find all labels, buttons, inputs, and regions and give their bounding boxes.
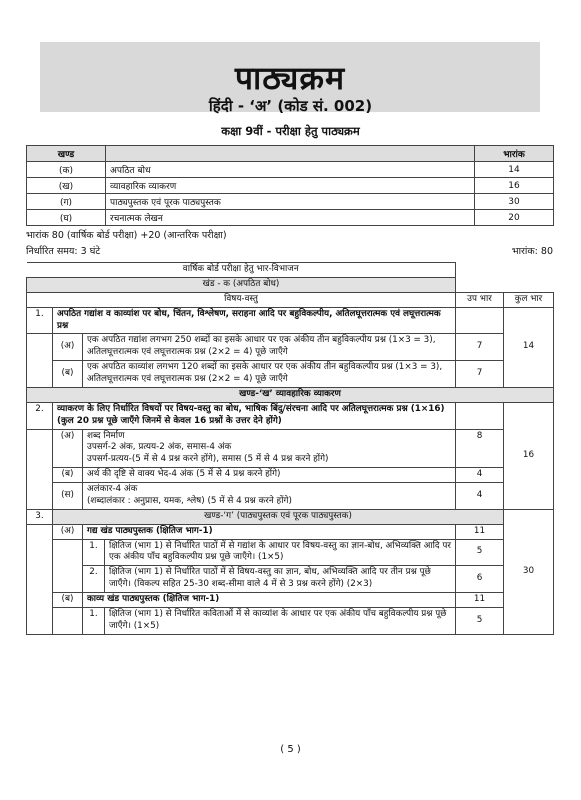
col-topic [106,146,475,162]
page-number: ( 5 ) [280,744,301,755]
weightage-table [26,262,554,635]
q3a-heading: गद्य खंड पाठ्यपुस्तक (क्षितिज भाग-1) [83,524,456,539]
section-b-row [27,387,554,402]
section-label: (क) [27,162,106,178]
q2b-marks: 4 [456,468,504,483]
marks-table-header [27,146,554,162]
q3a-marks: 11 [456,524,504,539]
q2c-marks: 4 [456,483,504,510]
heading-row [27,277,554,292]
q2b-label: (ब) [53,468,83,483]
q3b-heading: काव्य खंड पाठ्यपुस्तक (क्षितिज भाग-1) [83,593,456,608]
q2-row [27,402,554,429]
max-marks-note: भारांक: 80 [511,246,553,257]
q2-sub [456,402,504,429]
q2b-row [27,468,554,483]
q1b-marks: 7 [456,361,504,388]
q1a-text: एक अपठित गद्यांश लगभग 250 शब्दों का इसके आधार पर एक अंकीय तीन बहुविकल्पीय प्रश्न (1×3 = 3), अतिलघूत्तरात्मक एवं लघूत्तरात्मक प्रश्न (2×2 = 4) पूछे जाएँगे [83,334,456,361]
q2c-text [83,483,456,510]
q2b-text: अर्थ की दृष्टि से वाक्य भेद-4 अंक (5 में से 4 प्रश्न करने होंगे) [83,468,456,483]
q2a-line1: शब्द निर्माण [87,430,125,441]
q3a2-row [27,566,554,593]
q3a1-row [27,539,554,566]
q2c-line2: (शब्दालंकार : अनुप्रास, यमक, श्लेष) (5 में से 4 प्रश्न करने होंगे) [87,495,292,506]
q3a1-num: 1. [83,539,105,566]
q3-spacer [27,524,53,634]
q2-note: (कुल 20 प्रश्न पूछे जाएँगे जिनमें से केवल 16 प्रश्नों के उत्तर देने होंगे) [57,415,282,426]
q3a-label: (अ) [53,524,83,539]
marks-table [26,145,554,226]
section-a-heading: खंड - क (अपठित बोध) [27,277,456,292]
q2-spacer [27,429,53,509]
col-sub-marks: उप भार [456,292,504,307]
q2-line: व्याकरण के लिए निर्धारित विषयों पर विषय-वस्तु का बोध, भाषिक बिंदु/संरचना आदि पर अतिलघूत्तरात्मक प्रश्न (1×16) [57,403,445,414]
q3a-indent [53,539,83,593]
q1-number: 1. [27,307,53,334]
table-cell [456,263,554,278]
q1a-marks: 7 [456,334,504,361]
col-total-marks: कुल भार [504,292,554,307]
section-marks: 30 [475,194,554,210]
q2a-row [27,429,554,468]
q2-number: 2. [27,402,53,429]
q3a-row [27,524,554,539]
section-topic: व्यावहारिक व्याकरण [106,178,475,194]
table-title: वार्षिक बोर्ड परीक्षा हेतु भार-विभाजन [27,263,456,278]
q1-row [27,307,554,334]
q3b1-row [27,607,554,634]
q3a2-num: 2. [83,566,105,593]
q3a2-marks: 6 [456,566,504,593]
table-cell [456,277,554,292]
title-row [27,263,554,278]
q1-total: 14 [504,307,554,387]
table-row [27,162,554,178]
q2-text [53,402,456,429]
section-label: (घ) [27,210,106,226]
section-topic: रचनात्मक लेखन [106,210,475,226]
col-section: खण्ड [27,146,106,162]
q3-total: 30 [504,509,554,634]
q1b-text: एक अपठित काव्यांश लगभग 120 शब्दों का इसके आधार पर एक अंकीय तीन बहुविकल्पीय प्रश्न (1×3 = 3), अतिलघूत्तरात्मक एवं लघूत्तरात्मक प्रश्न (2×2 = 4) पूछे जाएँगे [83,361,456,388]
q1a-label: (अ) [53,334,83,361]
q1-sub [456,307,504,334]
section-b-heading: खण्ड-‘ख’ व्यावहारिक व्याकरण [27,387,554,402]
q2c-line1: अलंकार-4 अंक [87,484,138,494]
q2a-line3: उपसर्ग-प्रत्यय-(5 में से 4 प्रश्न करने होंगे), समास (5 में से 4 प्रश्न करने होंगे) [87,454,329,465]
q3-heading: खण्ड-‘ग’ (पाठ्यपुस्तक एवं पूरक पाठ्यपुस्तक) [53,509,504,524]
col-marks: भारांक [475,146,554,162]
section-marks: 20 [475,210,554,226]
q2a-line2: उपसर्ग-2 अंक, प्रत्यय-2 अंक, समास-4 अंक [87,442,232,453]
q3a1-text: क्षितिज (भाग 1) से निर्धारित पाठों में से गद्यांश के आधार पर विषय-वस्तु का ज्ञान-बोध, अभिव्यक्ति आदि पर एक अंकीय पाँच बहुविकल्पीय प्रश्न पूछे जाएँगे। (1×5) [105,539,456,566]
table-row [27,178,554,194]
q2a-label: (अ) [53,429,83,468]
q3b-marks: 11 [456,593,504,608]
table-row [27,194,554,210]
section-marks: 14 [475,162,554,178]
subject-heading: हिंदी - ‘अ’ (कोड सं. 002) [208,97,373,115]
section-marks: 16 [475,178,554,194]
column-header-row [27,292,554,307]
col-subject: विषय-वस्तु [27,292,456,307]
q1a-row [27,334,554,361]
section-topic: अपठित बोध [106,162,475,178]
q3a1-marks: 5 [456,539,504,566]
q3-row [27,509,554,524]
q3a2-text: क्षितिज (भाग 1) से निर्धारित पाठों में से विषय-वस्तु का ज्ञान, बोध, अभिव्यक्ति आदि पर तीन प्रश्न पूछे जाएँगे। (विकल्प सहित 25-30 शब्द-सीमा वाले 4 में से 3 प्रश्न करने होंगे) (2×3) [105,566,456,593]
q3b-label: (ब) [53,593,83,608]
time-note: निर्धारित समय: 3 घंटे [26,246,101,257]
q3-number: 3. [27,509,53,524]
class-heading: कक्षा 9वीं - परीक्षा हेतु पाठ्यक्रम [221,124,360,138]
section-topic: पाठ्यपुस्तक एवं पूरक पाठ्यपुस्तक [106,194,475,210]
section-label: (ख) [27,178,106,194]
q1b-label: (ब) [53,361,83,388]
q2a-text [83,429,456,468]
q3b-indent [53,607,83,634]
q2c-label: (स) [53,483,83,510]
q3b1-text: क्षितिज (भाग 1) से निर्धारित कविताओं में से काव्यांश के आधार पर एक अंकीय पाँच बहुविकल्पीय प्रश्न पूछे जाएँगे। (1×5) [105,607,456,634]
q1b-row [27,361,554,388]
q1-text: अपठित गद्यांश व काव्यांश पर बोध, चिंतन, विश्लेषण, सराहना आदि पर बहुविकल्पीय, अतिलघूत्तरात्मक एवं लघूत्तरात्मक प्रश्न [53,307,456,334]
q2-total: 16 [504,402,554,509]
page-title: पाठ्यक्रम [234,58,346,97]
q2c-row [27,483,554,510]
q1-spacer [27,334,53,388]
table-row [27,210,554,226]
q3b1-num: 1. [83,607,105,634]
q2a-marks: 8 [456,429,504,468]
q3b-row [27,593,554,608]
total-marks-note: भारांक 80 (वार्षिक बोर्ड परीक्षा) +20 (आन्तरिक परीक्षा) [26,230,227,241]
q3b1-marks: 5 [456,607,504,634]
section-label: (ग) [27,194,106,210]
